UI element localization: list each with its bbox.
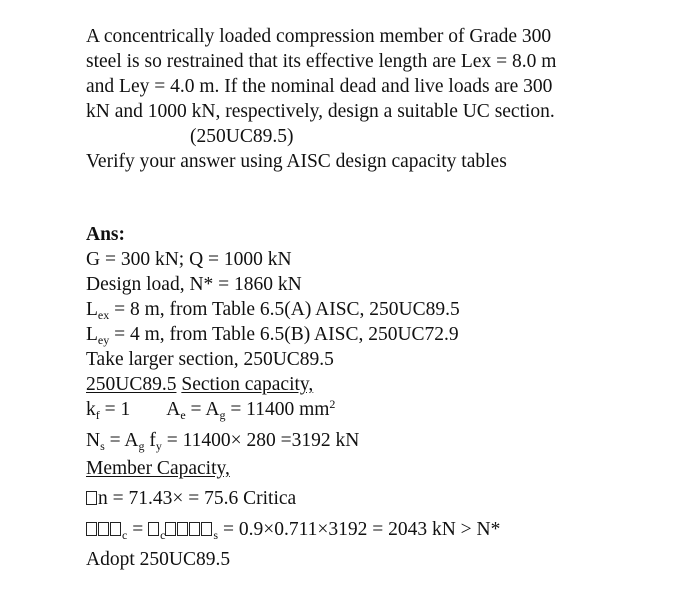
ns-subscript: s <box>100 439 105 453</box>
ag-subscript: g <box>219 408 226 422</box>
phi-value: = 0.9×0.711×3192 = 2043 kN > N* <box>218 519 501 540</box>
kf-value: = 1 <box>99 399 131 420</box>
ae-subscript: e <box>180 408 186 422</box>
kf-subscript: f <box>95 408 100 422</box>
take-larger-line: Take larger section, 250UC89.5 <box>86 349 334 370</box>
ley-symbol: L <box>86 324 98 345</box>
ley-line <box>86 323 459 347</box>
missing-glyph-icon <box>189 522 200 536</box>
ns-f-symbol: f <box>144 430 156 451</box>
lex-line <box>86 298 460 322</box>
alpha-c-subscript: c <box>160 528 166 542</box>
question-line-4: kN and 1000 kN, respectively, design a suitable UC section. <box>86 101 555 122</box>
answer-hint: (250UC89.5) <box>190 126 294 147</box>
question-line-2: steel is so restrained that its effective length are Lex = 8.0 m <box>86 51 557 72</box>
missing-glyph-icon <box>98 522 109 536</box>
ns-symbol: N <box>86 430 101 451</box>
lex-symbol: L <box>86 299 98 320</box>
ley-text: = 4 m, from Table 6.5(B) AISC, 250UC72.9 <box>109 324 459 345</box>
section-capacity-label: Section capacity, <box>181 374 314 395</box>
section-name: 250UC89.5 <box>86 374 177 395</box>
missing-glyph-icon <box>177 522 188 536</box>
missing-glyph-icon <box>86 491 97 505</box>
ns-line <box>86 429 359 453</box>
missing-glyph-icon <box>110 522 121 536</box>
member-capacity-label: Member Capacity, <box>86 458 230 479</box>
member-capacity-heading <box>86 457 230 481</box>
ae-equals: = A <box>185 399 220 420</box>
phi-equals: = <box>127 519 149 540</box>
section-capacity-heading <box>86 373 313 397</box>
ae-value: = 11400 mm <box>225 399 330 420</box>
ae-symbol: A <box>166 399 181 420</box>
loads-line: G = 300 kN; Q = 1000 kN <box>86 249 292 270</box>
question-line-1: A concentrically loaded compression member of Grade 300 <box>86 26 552 47</box>
missing-glyph-icon <box>148 522 159 536</box>
ae-unit-superscript: 2 <box>329 397 336 411</box>
design-load-line: Design load, N* = 1860 kN <box>86 274 302 295</box>
missing-glyph-icon <box>165 522 176 536</box>
verify-instruction: Verify your answer using AISC design capacity tables <box>86 151 507 172</box>
lambda-line <box>86 487 296 511</box>
ns-g-subscript: g <box>138 439 145 453</box>
lex-text: = 8 m, from Table 6.5(A) AISC, 250UC89.5 <box>109 299 460 320</box>
ns-value: = 11400× 280 =3192 kN <box>161 430 360 451</box>
missing-glyph-icon <box>86 522 97 536</box>
ns-s-subscript: s <box>213 528 219 542</box>
kf-symbol: k <box>86 399 96 420</box>
missing-glyph-icon <box>201 522 212 536</box>
ley-subscript: ey <box>97 333 110 347</box>
lambda-text: n = 71.43× = 75.6 Critica <box>98 488 297 509</box>
phi-nc-line <box>86 518 500 542</box>
phi-c-subscript: c <box>122 528 128 542</box>
ns-equals: = A <box>104 430 139 451</box>
kf-ae-line <box>86 398 335 422</box>
lex-subscript: ex <box>97 308 110 322</box>
answer-heading: Ans: <box>86 224 126 245</box>
adopt-line: Adopt 250UC89.5 <box>86 549 231 570</box>
ns-y-subscript: y <box>155 439 162 453</box>
question-line-3: and Ley = 4.0 m. If the nominal dead and live loads are 300 <box>86 76 553 97</box>
